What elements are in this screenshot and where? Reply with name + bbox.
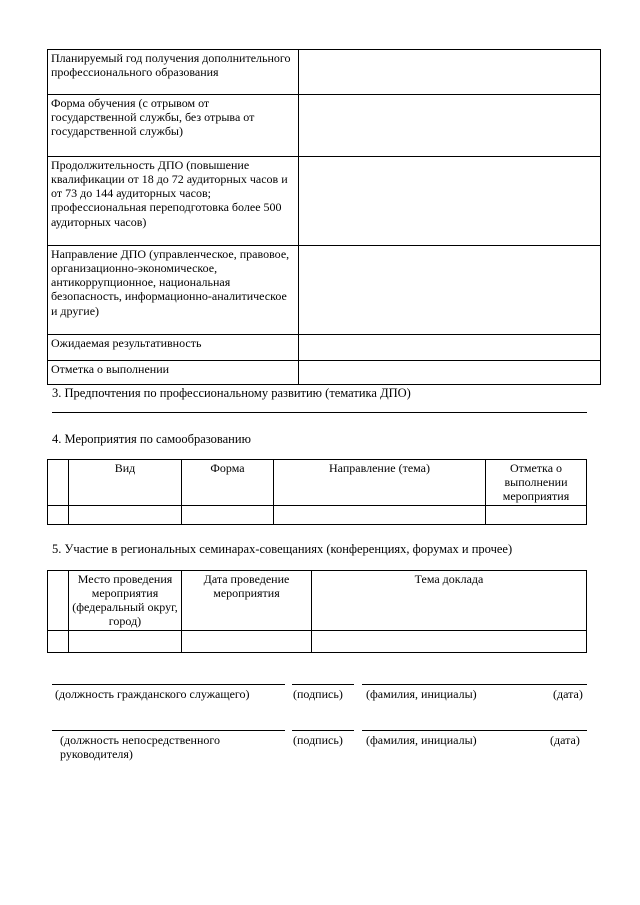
table-cell[interactable] bbox=[486, 506, 587, 525]
sig2-name: (фамилия, инициалы) bbox=[366, 733, 477, 747]
section5-title: 5. Участие в региональных семинарах-совещаниях (конференциях, форумах и прочее) bbox=[52, 542, 513, 556]
sig2-date: (дата) bbox=[550, 733, 580, 747]
col-header: Направление (тема) bbox=[274, 460, 486, 506]
col-header: Форма bbox=[182, 460, 274, 506]
col-header: Отметка о выполнении мероприятия bbox=[486, 460, 587, 506]
plan-table bbox=[47, 49, 601, 385]
sig2-signature: (подпись) bbox=[293, 733, 343, 747]
position-line[interactable] bbox=[52, 684, 285, 685]
row-value[interactable] bbox=[299, 335, 601, 361]
sig1-date: (дата) bbox=[553, 687, 583, 701]
table-row bbox=[48, 50, 601, 95]
sig1-signature: (подпись) bbox=[293, 687, 343, 701]
col-header: Дата проведение мероприятия bbox=[182, 571, 312, 631]
row-label: Отметка о выполнении bbox=[48, 361, 299, 385]
section3-title: 3. Предпочтения по профессиональному развитию (тематика ДПО) bbox=[52, 386, 411, 400]
table-row bbox=[48, 506, 587, 525]
col-header: Тема доклада bbox=[312, 571, 587, 631]
col-header: Место проведения мероприятия (федеральный округ, город) bbox=[69, 571, 182, 631]
table-header-row bbox=[48, 571, 587, 631]
position-line[interactable] bbox=[52, 730, 285, 731]
col-header bbox=[48, 571, 69, 631]
sig1-name: (фамилия, инициалы) bbox=[366, 687, 477, 701]
col-header: Вид bbox=[69, 460, 182, 506]
sig1-position: (должность гражданского служащего) bbox=[55, 687, 250, 701]
col-header bbox=[48, 460, 69, 506]
row-value[interactable] bbox=[299, 157, 601, 246]
section4-title: 4. Мероприятия по самообразованию bbox=[52, 432, 251, 446]
table-cell[interactable] bbox=[182, 631, 312, 653]
row-label: Планируемый год получения дополнительного профессионального образования bbox=[48, 50, 299, 95]
section3-line[interactable] bbox=[52, 412, 587, 413]
table-cell[interactable] bbox=[312, 631, 587, 653]
signature-line[interactable] bbox=[292, 730, 354, 731]
table-row bbox=[48, 335, 601, 361]
signature-line[interactable] bbox=[292, 684, 354, 685]
row-value[interactable] bbox=[299, 246, 601, 335]
name-date-line[interactable] bbox=[362, 730, 587, 731]
table-row bbox=[48, 631, 587, 653]
row-value[interactable] bbox=[299, 95, 601, 157]
sig2-position: (должность непосредственного руководителя) bbox=[60, 733, 221, 762]
name-date-line[interactable] bbox=[362, 684, 587, 685]
table-header-row bbox=[48, 460, 587, 506]
table-row bbox=[48, 361, 601, 385]
table-row bbox=[48, 246, 601, 335]
row-value[interactable] bbox=[299, 50, 601, 95]
table-row bbox=[48, 95, 601, 157]
row-label: Форма обучения (с отрывом от государственной службы, без отрыва от государственной службы) bbox=[48, 95, 299, 157]
table-cell[interactable] bbox=[69, 506, 182, 525]
row-label: Направление ДПО (управленческое, правовое, организационно-экономическое, антикоррупционное, национальная безопасность, информационно-аналитическое и другие) bbox=[48, 246, 299, 335]
table-row bbox=[48, 157, 601, 246]
table-cell[interactable] bbox=[48, 506, 69, 525]
seminars-table bbox=[47, 570, 587, 653]
table-cell[interactable] bbox=[274, 506, 486, 525]
self-education-table bbox=[47, 459, 587, 525]
row-label: Ожидаемая результативность bbox=[48, 335, 299, 361]
table-cell[interactable] bbox=[182, 506, 274, 525]
row-value[interactable] bbox=[299, 361, 601, 385]
table-cell[interactable] bbox=[69, 631, 182, 653]
row-label: Продолжительность ДПО (повышение квалификации от 18 до 72 аудиторных часов и от 73 до 144 аудиторных часов; профессиональная переподготовка более 500 аудиторных часов) bbox=[48, 157, 299, 246]
table-cell[interactable] bbox=[48, 631, 69, 653]
